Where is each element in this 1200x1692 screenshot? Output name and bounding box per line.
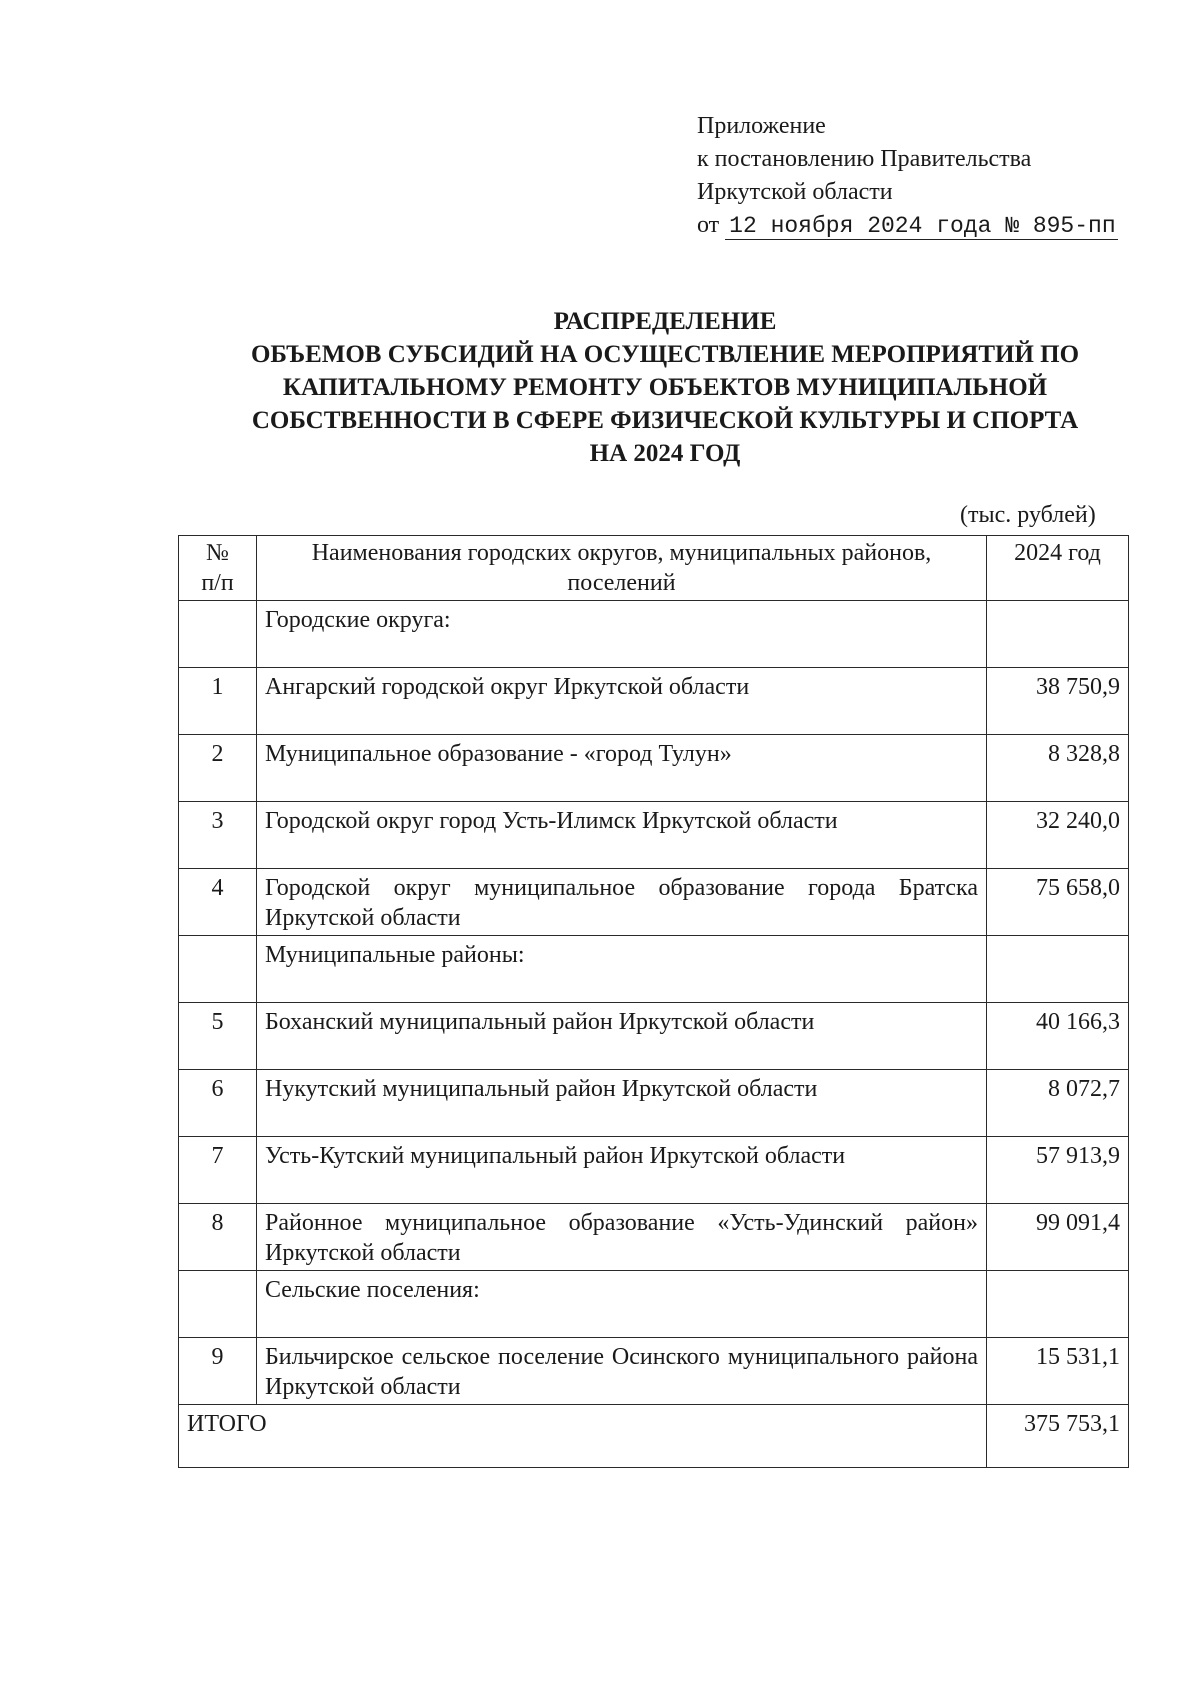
title-line-3: КАПИТАЛЬНОМУ РЕМОНТУ ОБЪЕКТОВ МУНИЦИПАЛЬНОЙ (282, 374, 1048, 401)
row-value: 32 240,0 (987, 802, 1129, 869)
header-num-sign: № (206, 540, 229, 566)
row-name: Городской округ город Усть-Илимск Иркутской области (257, 802, 987, 869)
appendix-date-line (697, 209, 1118, 243)
appendix-date-value: 12 ноября 2024 года № 895-пп (725, 213, 1117, 240)
document-title (150, 305, 1180, 470)
appendix-title: Приложение (697, 113, 826, 139)
row-value: 8 072,7 (987, 1070, 1129, 1137)
row-value: 8 328,8 (987, 735, 1129, 802)
row-name: Боханский муниципальный район Иркутской области (257, 1003, 987, 1070)
row-value: 15 531,1 (987, 1338, 1129, 1405)
unit-label: (тыс. рублей) (960, 502, 1096, 528)
table-row (179, 1070, 1129, 1137)
section-value-cell (987, 1271, 1129, 1338)
row-value: 75 658,0 (987, 869, 1129, 936)
section-num-cell (179, 601, 257, 668)
row-value: 57 913,9 (987, 1137, 1129, 1204)
header-year: 2024 год (987, 536, 1129, 601)
section-title: Городские округа: (257, 601, 987, 668)
table-row (179, 869, 1129, 936)
row-num: 7 (179, 1137, 257, 1204)
row-num: 4 (179, 869, 257, 936)
header-name: Наименования городских округов, муниципальных районов, поселений (257, 536, 987, 601)
section-num-cell (179, 936, 257, 1003)
row-num: 3 (179, 802, 257, 869)
row-value: 99 091,4 (987, 1204, 1129, 1271)
section-row (179, 936, 1129, 1003)
row-num: 8 (179, 1204, 257, 1271)
row-name: Бильчирское сельское поселение Осинского муниципального района Иркутской области (257, 1338, 987, 1405)
section-title: Муниципальные районы: (257, 936, 987, 1003)
row-value: 38 750,9 (987, 668, 1129, 735)
section-row (179, 1271, 1129, 1338)
row-name: Городской округ муниципальное образование города Братска Иркутской области (257, 869, 987, 936)
header-num-abbr: п/п (201, 570, 234, 596)
row-num: 5 (179, 1003, 257, 1070)
title-line-2: ОБЪЕМОВ СУБСИДИЙ НА ОСУЩЕСТВЛЕНИЕ МЕРОПРИЯТИЙ ПО (250, 341, 1080, 368)
row-name: Усть-Кутский муниципальный район Иркутской области (257, 1137, 987, 1204)
row-num: 1 (179, 668, 257, 735)
title-line-1: РАСПРЕДЕЛЕНИЕ (553, 308, 777, 335)
row-value: 40 166,3 (987, 1003, 1129, 1070)
section-row (179, 601, 1129, 668)
header-num (179, 536, 257, 601)
table-header-row (179, 536, 1129, 601)
row-num: 6 (179, 1070, 257, 1137)
section-value-cell (987, 601, 1129, 668)
total-row (179, 1405, 1129, 1468)
total-label: ИТОГО (179, 1405, 987, 1468)
section-num-cell (179, 1271, 257, 1338)
section-title: Сельские поселения: (257, 1271, 987, 1338)
table-row (179, 1338, 1129, 1405)
row-num: 9 (179, 1338, 257, 1405)
table-row (179, 668, 1129, 735)
title-line-4: СОБСТВЕННОСТИ В СФЕРЕ ФИЗИЧЕСКОЙ КУЛЬТУРЫ И СПОРТА (251, 407, 1079, 434)
row-num: 2 (179, 735, 257, 802)
appendix-region: Иркутской области (697, 179, 893, 205)
row-name: Нукутский муниципальный район Иркутской области (257, 1070, 987, 1137)
appendix-header (697, 110, 1118, 243)
table-row (179, 1204, 1129, 1271)
row-name: Ангарский городской округ Иркутской области (257, 668, 987, 735)
total-value: 375 753,1 (987, 1405, 1129, 1468)
table-row (179, 735, 1129, 802)
title-line-5: НА 2024 ГОД (589, 440, 741, 467)
section-value-cell (987, 936, 1129, 1003)
table-row (179, 802, 1129, 869)
table-row (179, 1003, 1129, 1070)
table-row (179, 1137, 1129, 1204)
row-name: Районное муниципальное образование «Усть-Удинский район» Иркутской области (257, 1204, 987, 1271)
appendix-date-prefix: от (697, 212, 720, 238)
row-name: Муниципальное образование - «город Тулун» (257, 735, 987, 802)
subsidy-table (178, 535, 1129, 1468)
appendix-reference: к постановлению Правительства (697, 146, 1032, 172)
